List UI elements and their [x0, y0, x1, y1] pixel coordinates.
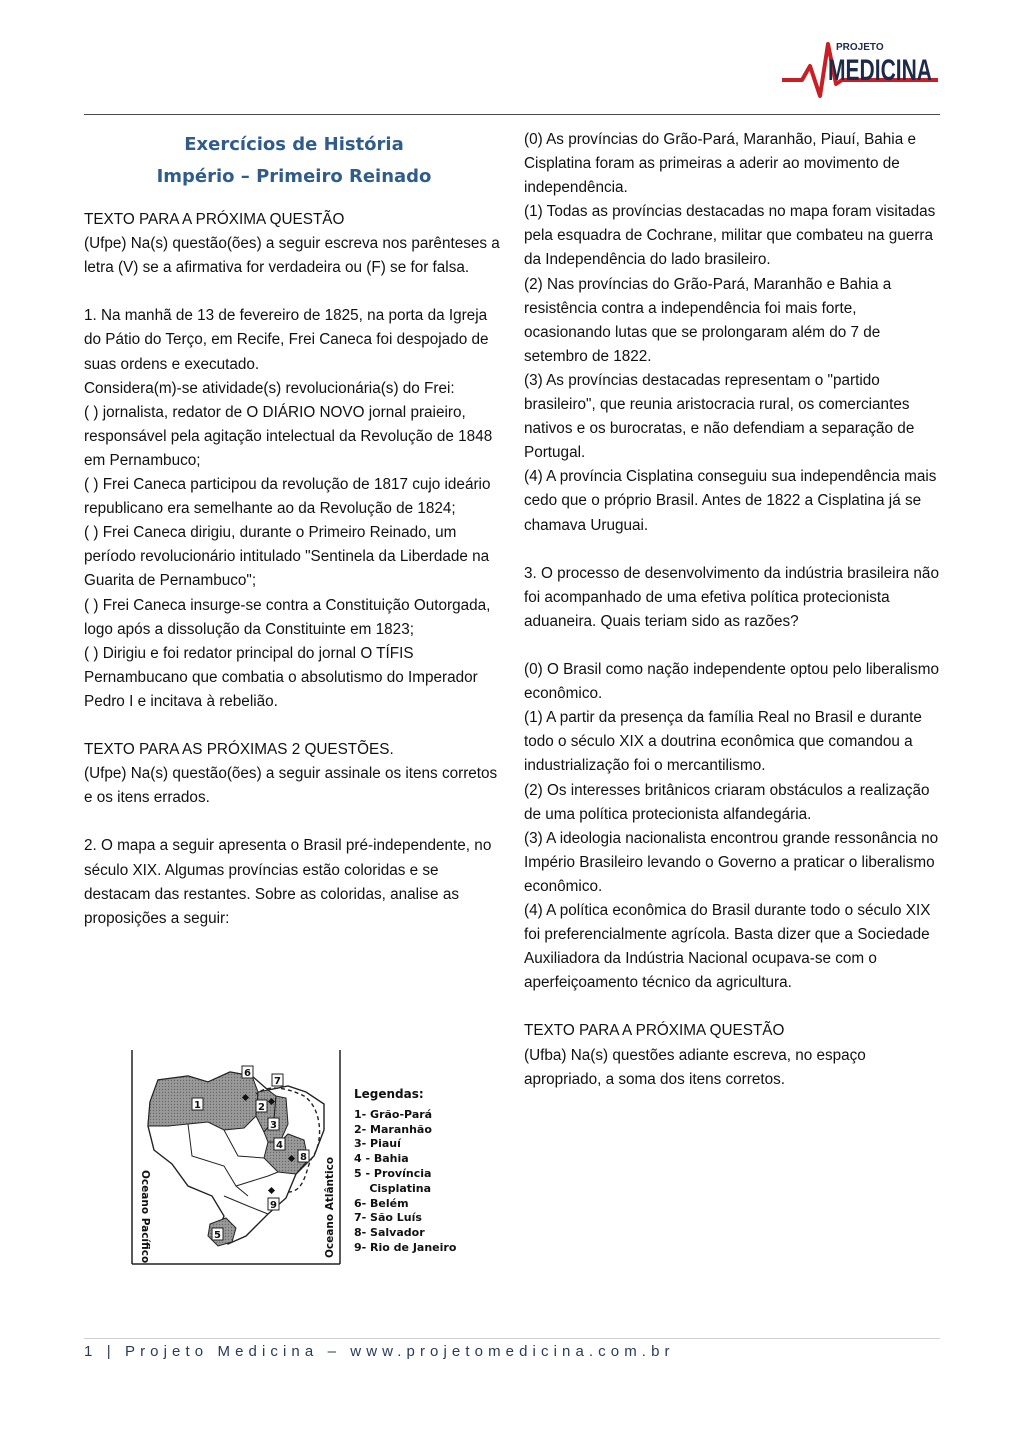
title-line-1: Exercícios de História — [184, 134, 404, 155]
legend-item: 9- Rio de Janeiro — [354, 1240, 457, 1254]
left-paragraph: Considera(m)-se atividade(s) revolucionária(s) do Frei: — [84, 379, 455, 397]
paragraph-gap — [524, 538, 944, 562]
legend-item: 1- Grão-Pará — [354, 1107, 433, 1121]
right-paragraphs — [524, 128, 944, 1092]
right-paragraph: (Ufba) Na(s) questões adiante escreva, no espaço apropriado, a soma dos itens corretos. — [524, 1046, 866, 1088]
legend-title: Legendas: — [354, 1087, 424, 1101]
right-paragraph: (4) A política econômica do Brasil durante todo o século XIX foi preferencialmente agrícola. Basta dizer que a Sociedade Auxiliadora da Indústria Nacional ocupava-se com o aperfeiçoamento técnico da agricultura. — [524, 902, 931, 992]
right-paragraph: (0) O Brasil como nação independente optou pelo liberalismo econômico. — [524, 661, 939, 703]
left-paragraph: TEXTO PARA A PRÓXIMA QUESTÃO — [84, 211, 345, 228]
right-paragraph: (3) As províncias destacadas representam o "partido brasileiro", que reunia aristocracia rural, os comerciantes nativos e os burocratas, e não defendiam a separação de Portugal. — [524, 371, 915, 462]
right-paragraph: (1) A partir da presença da família Real no Brasil e durante todo o século XIX a doutrina econômica que comandou a industrialização foi o mercantilismo. — [524, 709, 922, 775]
map-number-8: 8 — [300, 1152, 307, 1163]
ocean-atlantic-label: Oceano Atlântico — [324, 1156, 336, 1258]
logo-graphic — [780, 36, 940, 112]
left-paragraph: TEXTO PARA AS PRÓXIMAS 2 QUESTÕES. — [84, 741, 394, 759]
left-paragraph: ( ) Frei Caneca dirigiu, durante o Primeiro Reinado, um período revolucionário intitulado "Sentinela da Liberdade na Guarita de Pernambuco"; — [84, 524, 490, 590]
paragraph-gap — [84, 810, 504, 834]
legend-item: 5 - Província Cisplatina — [354, 1166, 432, 1195]
left-paragraph: ( ) Frei Caneca insurge-se contra a Constituição Outorgada, logo após a dissolução da Constituinte em 1823; — [84, 596, 491, 638]
left-paragraphs — [84, 208, 504, 931]
footer-rule — [84, 1338, 940, 1339]
legend-item: 8- Salvador — [354, 1226, 425, 1240]
map-number-2: 2 — [258, 1102, 265, 1113]
legend-item: 2- Maranhão — [354, 1122, 432, 1136]
left-paragraph: 2. O mapa a seguir apresenta o Brasil pré-independente, no século XIX. Algumas províncias estão coloridas e se destacam das restantes. Sobre as coloridas, analise as proposições a seguir: — [84, 837, 492, 927]
logo-small-text: PROJETO — [836, 42, 884, 53]
paragraph-gap — [84, 280, 504, 304]
right-paragraph: (4) A província Cisplatina conseguiu sua independência mais cedo que o próprio Brasil. Antes de 1822 a Cisplatina já se chamava Uruguai. — [524, 468, 937, 534]
legend-item: 6- Belém — [354, 1196, 409, 1210]
map-number-7: 7 — [274, 1076, 281, 1087]
paragraph-gap — [524, 634, 944, 658]
title-line-2: Império – Primeiro Reinado — [156, 166, 432, 187]
left-column — [84, 128, 504, 931]
map-number-1: 1 — [194, 1100, 201, 1111]
left-paragraph: ( ) Frei Caneca participou da revolução de 1817 cujo ideário republicano era semelhante ao da Revolução de 1824; — [84, 476, 491, 518]
paragraph-gap — [84, 714, 504, 738]
paragraph-gap — [524, 995, 944, 1019]
left-paragraph: 1. Na manhã de 13 de fevereiro de 1825, na porta da Igreja do Pátio do Terço, em Recife, Frei Caneca foi despojado de suas ordens e executado. — [84, 307, 489, 373]
map-number-6: 6 — [244, 1068, 251, 1079]
page-footer: 1 | Projeto Medicina – www.projetomedicina.com.br — [84, 1343, 675, 1360]
legend-item: 3- Piauí — [354, 1137, 401, 1151]
right-paragraph: TEXTO PARA A PRÓXIMA QUESTÃO — [524, 1022, 785, 1040]
header-rule — [84, 114, 940, 115]
left-paragraph: (Ufpe) Na(s) questão(ões) a seguir assinale os itens corretos e os itens errados. — [84, 765, 498, 807]
map-number-4: 4 — [276, 1140, 283, 1151]
left-paragraph: ( ) Dirigiu e foi redator principal do jornal O TÍFIS Pernambucano que combatia o absolutismo do Imperador Pedro I e incitava à rebelião. — [84, 644, 478, 710]
projeto-medicina-logo — [780, 36, 940, 112]
map-number-5: 5 — [214, 1230, 221, 1241]
logo-big-text: MEDICINA — [828, 54, 932, 87]
right-paragraph: (0) As províncias do Grão-Pará, Maranhão, Piauí, Bahia e Cisplatina foram as primeiras a aderir ao movimento de independência. — [524, 131, 916, 197]
ocean-pacific-label: Oceano Pacífico — [139, 1170, 151, 1264]
legend-item: 4 - Bahia — [354, 1152, 409, 1166]
right-column — [524, 128, 944, 1092]
right-paragraph: 3. O processo de desenvolvimento da indústria brasileira não foi acompanhado de uma efetiva política protecionista aduaneira. Quais teriam sido as razões? — [524, 564, 939, 630]
map-legend — [354, 1087, 456, 1256]
right-paragraph: (2) Nas províncias do Grão-Pará, Maranhão e Bahia a resistência contra a independência foi mais forte, ocasionando lutas que se prolongaram além do 7 de setembro de 1822. — [524, 275, 892, 365]
right-paragraph: (3) A ideologia nacionalista encontrou grande ressonância no Império Brasileiro levando o Governo a praticar o liberalismo econômico. — [524, 829, 939, 895]
right-paragraph: (1) Todas as províncias destacadas no mapa foram visitadas pela esquadra de Cochrane, militar que combateu na guerra da Independência do lado brasileiro. — [524, 203, 936, 269]
map-number-3: 3 — [270, 1120, 277, 1131]
left-paragraph: (Ufpe) Na(s) questão(ões) a seguir escreva nos parênteses a letra (V) se a afirmativa for verdadeira ou (F) se for falsa. — [84, 235, 500, 277]
left-paragraph: ( ) jornalista, redator de O DIÁRIO NOVO jornal praieiro, responsável pela agitação intelectual da Revolução de 1848 em Pernambuco; — [84, 403, 493, 469]
right-paragraph: (2) Os interesses britânicos criaram obstáculos a realização de uma política protecionista alfandegária. — [524, 781, 930, 823]
document-title — [84, 130, 504, 192]
legend-item: 7- São Luís — [354, 1211, 422, 1225]
map-number-9: 9 — [270, 1200, 277, 1211]
